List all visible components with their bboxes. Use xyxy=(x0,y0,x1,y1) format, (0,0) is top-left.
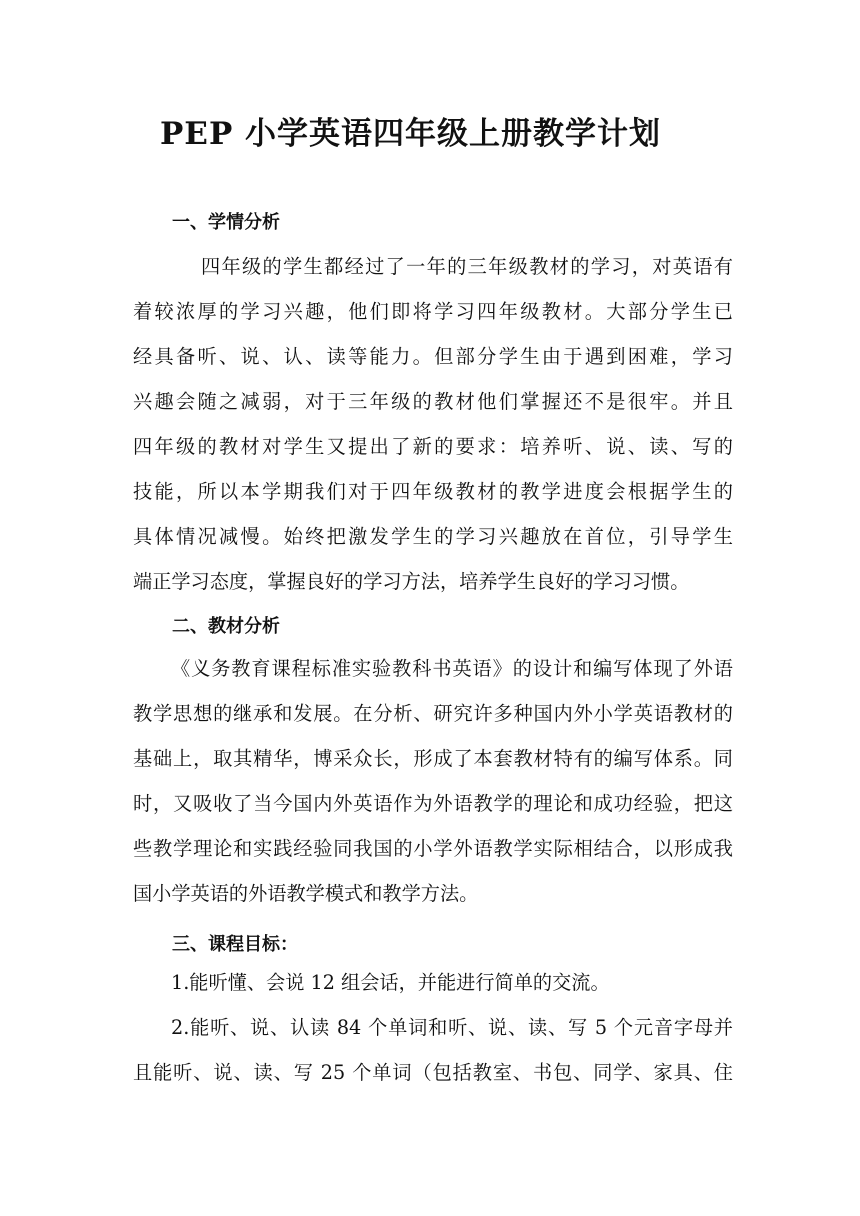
paragraph-line: 端正学习态度，掌握良好的学习方法，培养学生良好的学习习惯。 xyxy=(133,570,690,593)
goal-item: 1.能听懂、会说 12 组会话，并能进行简单的交流。 xyxy=(171,971,610,994)
paragraph-line: 《义务教育课程标准实验教科书英语》的设计和编写体现了外语 xyxy=(171,657,733,680)
paragraph-line: 技能，所以本学期我们对于四年级教材的教学进度会根据学生的 xyxy=(133,480,733,503)
paragraph-line: 教学思想的继承和发展。在分析、研究许多种国内外小学英语教材的 xyxy=(133,702,733,725)
paragraph-line: 四年级的学生都经过了一年的三年级教材的学习，对英语有 xyxy=(201,255,733,278)
section-heading-course-goals: 三、课程目标： xyxy=(172,934,298,955)
goal-item: 2.能听、说、认读 84 个单词和听、说、读、写 5 个元音字母并 xyxy=(171,1016,733,1039)
section-heading-textbook-analysis: 二、教材分析 xyxy=(172,616,280,637)
paragraph-line: 基础上，取其精华，博采众长，形成了本套教材特有的编写体系。同 xyxy=(133,747,733,770)
section-heading-learning-analysis: 一、学情分析 xyxy=(172,212,280,233)
paragraph-learning-analysis xyxy=(133,244,733,604)
paragraph-line: 兴趣会随之减弱，对于三年级的教材他们掌握还不是很牢。并且 xyxy=(133,390,733,413)
paragraph-line: 经具备听、说、认、读等能力。但部分学生由于遇到困难，学习 xyxy=(133,345,733,368)
paragraph-line: 四年级的教材对学生又提出了新的要求：培养听、说、读、写的 xyxy=(133,435,733,458)
paragraph-line: 时，又吸收了当今国内外英语作为外语教学的理论和成功经验，把这 xyxy=(133,792,733,815)
goal-item-continuation: 且能听、说、读、写 25 个单词（包括教室、书包、同学、家具、住 xyxy=(133,1061,733,1084)
paragraph-textbook-analysis xyxy=(133,646,733,916)
goals-list xyxy=(133,960,733,1095)
paragraph-line: 具体情况减慢。始终把激发学生的学习兴趣放在首位，引导学生 xyxy=(133,525,733,548)
paragraph-line: 国小学英语的外语教学模式和教学方法。 xyxy=(133,882,479,905)
document-title: PEP 小学英语四年级上册教学计划 xyxy=(160,116,662,152)
paragraph-line: 些教学理论和实践经验同我国的小学外语教学实际相结合，以形成我 xyxy=(133,837,733,860)
paragraph-line: 着较浓厚的学习兴趣，他们即将学习四年级教材。大部分学生已 xyxy=(133,300,733,323)
